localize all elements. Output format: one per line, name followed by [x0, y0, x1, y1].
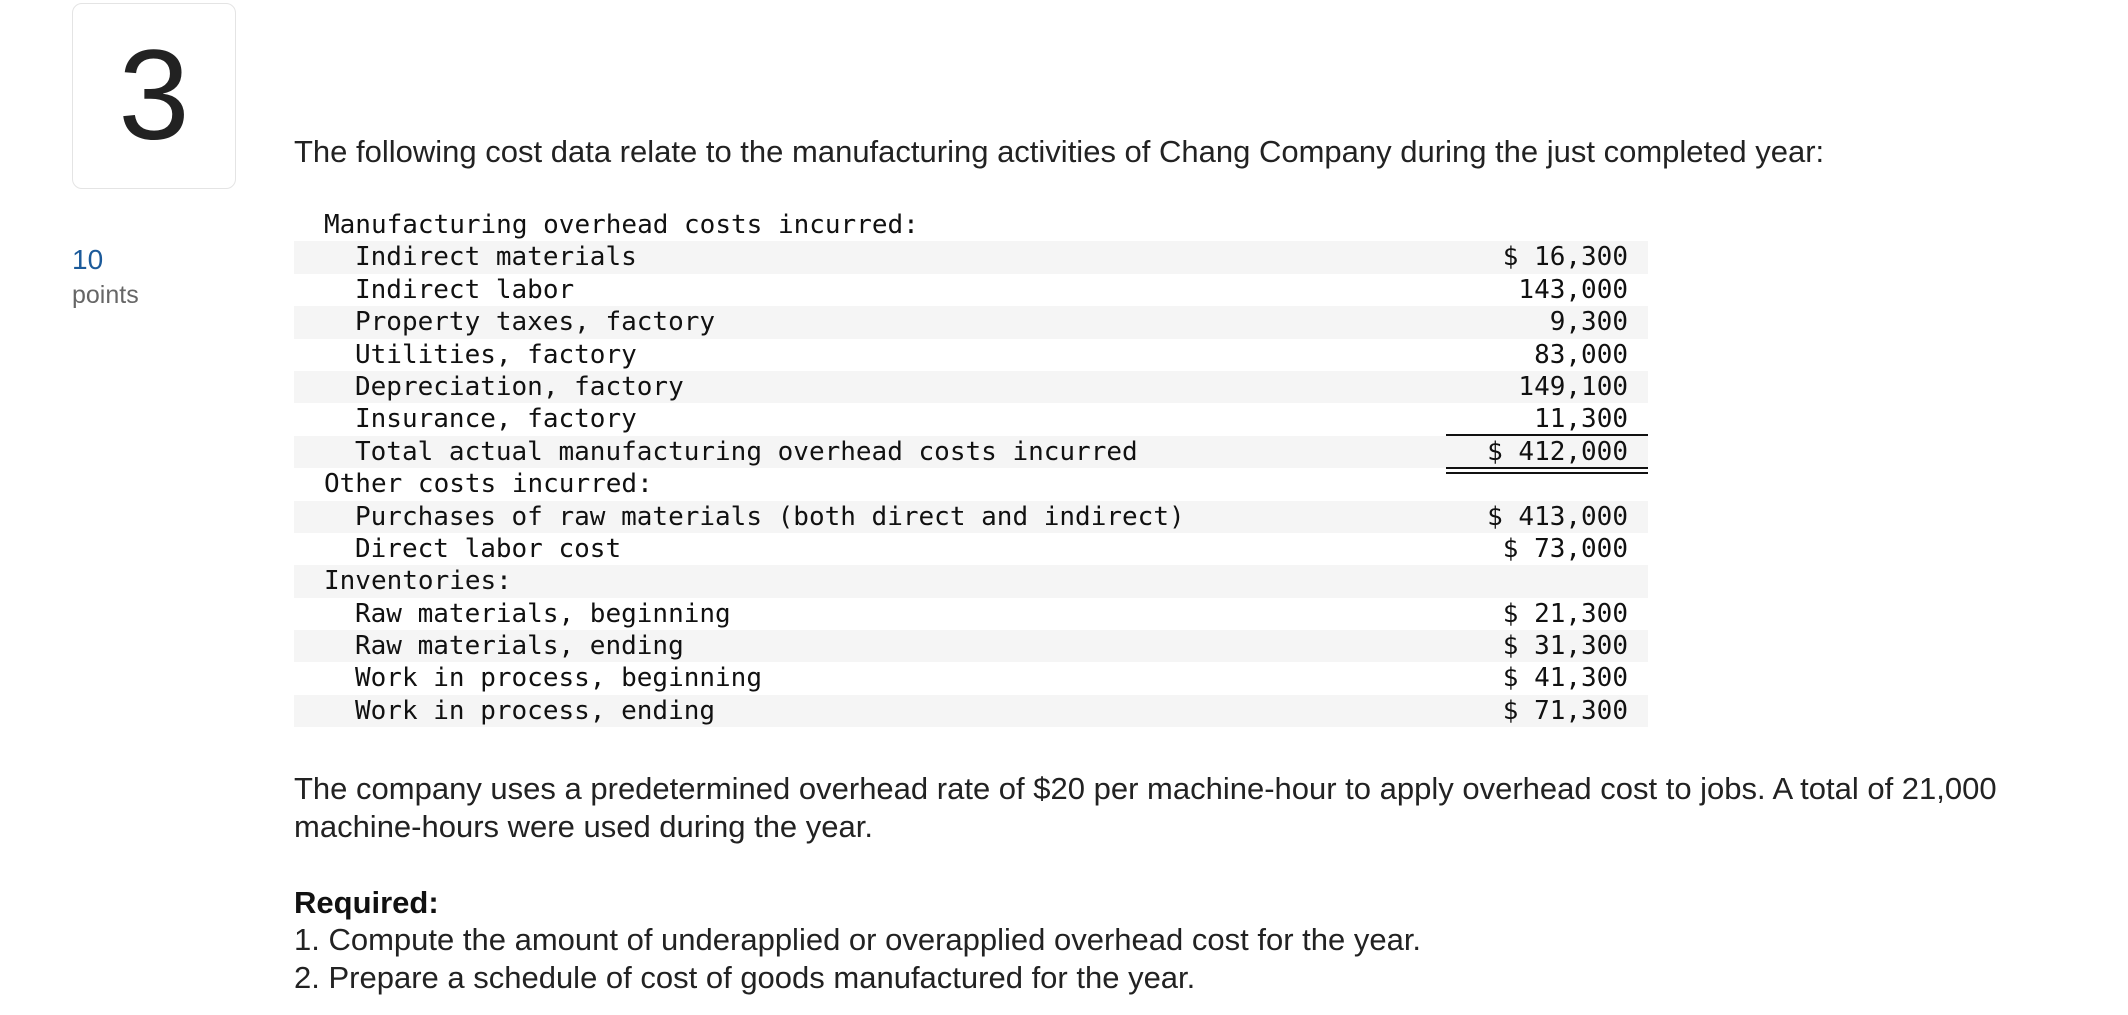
row-label: Depreciation, factory — [355, 371, 684, 402]
overhead-rate-paragraph: The company uses a predetermined overhead rate of $20 per machine-hour to apply overhead cost to jobs. A total of 21,000 machine-hours were used during the year. — [294, 771, 1997, 844]
table-row — [294, 501, 1648, 533]
row-label: Purchases of raw materials (both direct and indirect) — [355, 501, 1185, 532]
row-amount: $ 413,000 — [1487, 501, 1628, 532]
row-amount: 143,000 — [1518, 274, 1628, 305]
row-amount: $ 41,300 — [1502, 663, 1628, 694]
table-row — [294, 209, 1648, 241]
row-amount: $ 73,000 — [1502, 533, 1628, 564]
row-amount: $ 31,300 — [1502, 631, 1628, 662]
row-amount: $ 412,000 — [1487, 436, 1628, 467]
row-label: Inventories: — [324, 566, 512, 597]
row-amount: 9,300 — [1549, 307, 1628, 338]
table-row — [294, 339, 1648, 371]
table-row — [294, 371, 1648, 403]
row-amount: 83,000 — [1534, 339, 1628, 370]
row-amount: $ 16,300 — [1502, 242, 1628, 273]
row-label: Other costs incurred: — [324, 469, 653, 500]
row-amount: $ 71,300 — [1502, 695, 1628, 726]
table-row — [294, 662, 1648, 694]
row-label: Manufacturing overhead costs incurred: — [324, 210, 919, 240]
table-row — [294, 565, 1648, 597]
intro-text: The following cost data relate to the manufacturing activities of Chang Company during the just completed year: — [294, 134, 1825, 169]
table-row — [294, 533, 1648, 565]
row-label: Indirect labor — [355, 274, 575, 305]
cost-data-table — [294, 209, 1648, 727]
table-row — [294, 695, 1648, 727]
question-number-box — [72, 3, 236, 189]
row-label: Raw materials, ending — [355, 631, 684, 662]
row-label: Insurance, factory — [355, 404, 637, 435]
row-amount: 11,300 — [1534, 404, 1628, 435]
row-label: Raw materials, beginning — [355, 598, 731, 629]
points-label: points — [72, 281, 139, 309]
question-number: 3 — [118, 24, 190, 167]
row-amount: $ 21,300 — [1502, 598, 1628, 629]
row-label: Utilities, factory — [355, 339, 637, 370]
row-label: Property taxes, factory — [355, 307, 716, 338]
row-label: Work in process, ending — [355, 695, 716, 726]
row-label: Indirect materials — [355, 242, 637, 273]
points-value: 10 — [72, 244, 104, 275]
table-row — [294, 403, 1648, 435]
table-row — [294, 630, 1648, 662]
row-label: Direct labor cost — [355, 533, 622, 564]
table-row — [294, 468, 1648, 500]
row-label: Work in process, beginning — [355, 663, 762, 694]
required-item: 2. Prepare a schedule of cost of goods manufactured for the year. — [294, 960, 1196, 995]
row-amount: 149,100 — [1518, 371, 1628, 402]
table-row — [294, 598, 1648, 630]
table-row — [294, 274, 1648, 306]
table-row — [294, 306, 1648, 338]
table-row — [294, 241, 1648, 273]
required-item: 1. Compute the amount of underapplied or overapplied overhead cost for the year. — [294, 922, 1422, 957]
required-heading: Required: — [294, 885, 439, 920]
table-row — [294, 436, 1648, 468]
row-label: Total actual manufacturing overhead costs incurred — [355, 436, 1138, 467]
